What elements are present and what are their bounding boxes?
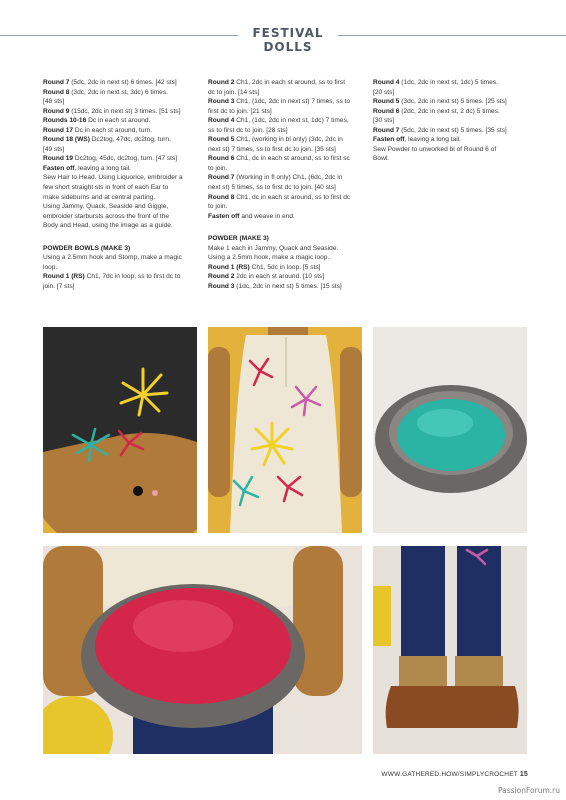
pattern-line xyxy=(208,107,366,117)
pattern-line xyxy=(373,97,531,107)
pattern-line xyxy=(373,135,531,145)
instruction-text: (2dc, 2dc in next st, 2 dc) 5 times. xyxy=(399,107,500,115)
photo-doll-boots xyxy=(373,546,527,754)
instruction-text: (15dc, 2dc in next st) 3 times. [51 sts] xyxy=(69,107,181,115)
round-label: Round 5 xyxy=(373,98,400,106)
footer-url: WWW.GATHERED.HOW/SIMPLYCROCHET xyxy=(381,771,518,778)
instruction-text: few short straight sts in front of each Ear to xyxy=(43,184,169,192)
pattern-line xyxy=(43,221,201,231)
instruction-text: next st) 5 times, ss to first dc to join. [40 sts] xyxy=(208,184,336,192)
round-label: Fasten off xyxy=(373,136,405,144)
pattern-line xyxy=(208,202,366,212)
instruction-text: to join. xyxy=(208,164,228,172)
page-number: 15 xyxy=(519,771,528,778)
instruction-text: Dc2tog, 47dc, dc2tog, turn. xyxy=(89,136,171,144)
pattern-line xyxy=(373,107,531,117)
instruction-text: [30 sts] xyxy=(373,117,395,125)
pattern-line xyxy=(208,173,366,183)
instruction-text: [48 sts] xyxy=(43,98,65,106)
pattern-line xyxy=(43,272,201,282)
round-label: Round 4 xyxy=(373,79,400,86)
pattern-line xyxy=(373,154,531,164)
text-column-1 xyxy=(43,78,201,291)
pattern-line xyxy=(373,116,531,126)
pattern-line xyxy=(43,78,201,88)
instruction-text: Sew Hair to Head. Using Liquorice, embroider a xyxy=(43,174,183,182)
instruction-text: [20 sts] xyxy=(373,88,395,96)
instruction-text: Ch1, (1dc, 2dc in next st) 7 times, ss to xyxy=(234,98,351,106)
instruction-text: first dc to join. [21 sts] xyxy=(208,107,272,115)
instruction-text: 2dc in each st around. [10 sts] xyxy=(234,273,325,281)
round-label: Fasten off xyxy=(43,164,75,172)
round-label: Round 7 xyxy=(208,174,235,182)
pattern-line xyxy=(43,173,201,183)
pattern-line xyxy=(43,212,201,222)
section-title: FESTIVAL DOLLS xyxy=(252,26,324,54)
pattern-line xyxy=(208,272,366,282)
section-heading: POWDER BOWLS (MAKE 3) xyxy=(43,244,131,252)
instruction-text: Dc in each st around, turn. xyxy=(73,126,153,134)
pattern-line xyxy=(208,212,366,222)
instruction-text: and weave in end. xyxy=(239,212,295,220)
instruction-text: (5dc, 2dc in next st) 6 times. [42 sts] xyxy=(69,79,177,86)
pattern-line xyxy=(43,253,201,263)
pattern-line xyxy=(43,126,201,136)
round-label: Round 4 xyxy=(208,117,235,125)
instruction-text: make sideburns and at central parting. xyxy=(43,193,156,201)
pattern-line xyxy=(43,282,201,292)
instruction-text: loop. xyxy=(43,263,58,271)
pattern-line xyxy=(208,183,366,193)
instruction-text: , leaving a long tail. xyxy=(74,164,131,172)
instruction-text: dc to join. [14 sts] xyxy=(208,88,260,96)
header-rule-left xyxy=(0,35,238,36)
pattern-line xyxy=(373,145,531,155)
pattern-line xyxy=(43,145,201,155)
instruction-text: Ch1, 5dc in loop. [5 sts] xyxy=(249,263,321,271)
pattern-line xyxy=(208,88,366,98)
page-header xyxy=(0,26,566,54)
instruction-text: Ch1, (working in bl only) (3dc, 2dc in xyxy=(234,136,343,144)
instruction-text: [49 sts] xyxy=(43,145,65,153)
instruction-text: (1dc, 2dc in next st, 1dc) 5 times. xyxy=(399,79,498,86)
text-column-3 xyxy=(373,78,531,164)
pattern-line xyxy=(208,244,366,254)
instruction-text: Using a 2.5mm hook, make a magic loop. xyxy=(208,254,330,262)
instruction-text: Using a 2.5mm hook and Stomp, make a magic xyxy=(43,254,182,262)
round-label: Round 8 xyxy=(43,88,70,96)
round-label: Round 19 xyxy=(43,155,74,163)
round-label: Round 3 xyxy=(208,98,235,106)
pattern-line xyxy=(208,282,366,292)
watermark: PassionForum.ru xyxy=(497,786,560,795)
photo-doll-head xyxy=(43,327,197,533)
pattern-line xyxy=(43,193,201,203)
photo-teal-bowl xyxy=(373,327,527,533)
instruction-text: (3dc, 2dc in next st, 3dc) 6 times. xyxy=(69,88,168,96)
instruction-text: Dc in each st around. xyxy=(86,117,151,125)
pattern-line xyxy=(43,202,201,212)
instruction-text: embroider starbursts across the front of the xyxy=(43,212,170,220)
instruction-text: next st) 7 times, ss to first dc to join. [35 sts] xyxy=(208,145,336,153)
round-label: Round 5 xyxy=(208,136,235,144)
pattern-line xyxy=(208,253,366,263)
pattern-line xyxy=(208,78,366,88)
instruction-text: (Working in fl only) Ch1, (6dc, 2dc in xyxy=(234,174,343,182)
round-label: Round 3 xyxy=(208,282,235,290)
instruction-text: to join. xyxy=(208,203,228,211)
round-label: Round 9 xyxy=(43,107,70,115)
round-label: Round 6 xyxy=(373,107,400,115)
instruction-text: ss to first dc to join. [28 sts] xyxy=(208,126,288,134)
header-rule-right xyxy=(338,35,566,36)
section-heading: POWDER (MAKE 3) xyxy=(208,235,269,243)
pattern-line xyxy=(43,107,201,117)
pattern-line xyxy=(208,126,366,136)
instruction-text: (3dc, 2dc in next st) 5 times. [25 sts] xyxy=(399,98,507,106)
instruction-text: Using Jammy, Quack, Seaside and Giggle, xyxy=(43,203,169,211)
pattern-line xyxy=(208,164,366,174)
pattern-line xyxy=(373,126,531,136)
instruction-text: Sew Powder to unworked bl of Round 6 of xyxy=(373,145,497,153)
instruction-text: (5dc, 2dc in next st) 5 times. [35 sts] xyxy=(399,126,507,134)
pattern-line xyxy=(208,263,366,273)
instruction-text: , leaving a long tail. xyxy=(404,136,461,144)
instruction-text: Ch1, 7dc in loop, ss to first dc to xyxy=(84,273,181,281)
page-footer xyxy=(381,771,528,778)
instruction-text: Body and Head, using the image as a guide. xyxy=(43,222,173,230)
round-label: Round 7 xyxy=(373,126,400,134)
pattern-line xyxy=(208,97,366,107)
round-label: Fasten off xyxy=(208,212,240,220)
round-label: Round 1 (RS) xyxy=(43,273,85,281)
pattern-line xyxy=(373,88,531,98)
instruction-text: Ch1, dc in each st around, ss to first sc xyxy=(234,155,350,163)
round-label: Round 17 xyxy=(43,126,74,134)
pattern-line xyxy=(43,88,201,98)
instruction-text: join. [7 sts] xyxy=(43,282,75,290)
round-label: Round 1 (RS) xyxy=(208,263,250,271)
pattern-line xyxy=(43,164,201,174)
pattern-line xyxy=(43,116,201,126)
pattern-line xyxy=(208,193,366,203)
text-column-2 xyxy=(208,78,366,291)
round-label: Round 6 xyxy=(208,155,235,163)
round-label: Round 18 (WS) xyxy=(43,136,90,144)
round-label: Round 7 xyxy=(43,79,70,86)
photo-pink-bowl xyxy=(43,546,362,754)
pattern-line xyxy=(43,97,201,107)
instruction-text: (1dc, 2dc in next st) 5 times. [15 sts] xyxy=(234,282,342,290)
photo-doll-dress xyxy=(208,327,362,533)
pattern-line xyxy=(43,183,201,193)
instruction-text: Ch1, (1dc, 2dc in next st, 1dc) 7 times, xyxy=(234,117,349,125)
round-label: Round 2 xyxy=(208,273,235,281)
pattern-line xyxy=(208,135,366,145)
pattern-line xyxy=(208,145,366,155)
round-label: Rounds 10-16 xyxy=(43,117,87,125)
instruction-text: Ch1, 2dc in each st around, ss to first xyxy=(234,79,346,86)
round-label: Round 8 xyxy=(208,193,235,201)
round-label: Round 2 xyxy=(208,79,235,86)
instruction-text: Make 1 each in Jammy, Quack and Seaside. xyxy=(208,244,339,252)
pattern-line xyxy=(208,154,366,164)
pattern-line xyxy=(208,116,366,126)
instruction-text: Ch1, dc in each st around, ss to first dc xyxy=(234,193,351,201)
instruction-text: Dc2tog, 45dc, dc2tog, turn. [47 sts] xyxy=(73,155,178,163)
pattern-line xyxy=(43,135,201,145)
pattern-line xyxy=(373,78,531,88)
pattern-line xyxy=(43,263,201,273)
instruction-text: Bowl. xyxy=(373,155,390,163)
pattern-line xyxy=(43,154,201,164)
